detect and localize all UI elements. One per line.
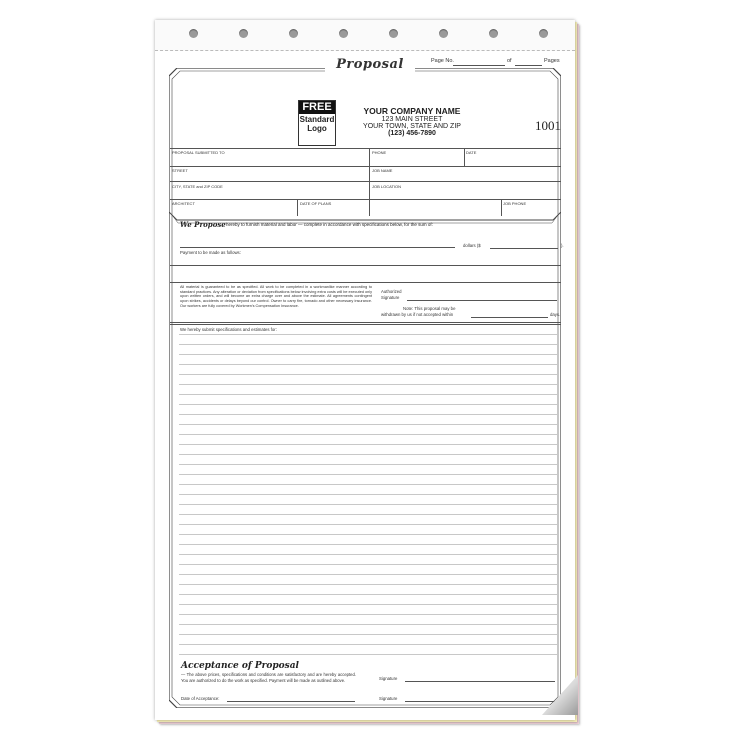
pages-label: Pages [544, 58, 560, 64]
ruled-line [179, 454, 557, 455]
grid-line [369, 148, 370, 216]
grid-line [170, 265, 561, 266]
days-label: days. [550, 312, 561, 317]
acceptance-signature-line-2 [405, 701, 555, 702]
ruled-line [179, 594, 557, 595]
grid-line [170, 199, 561, 200]
ruled-line [179, 414, 557, 415]
street-label: STREET [172, 168, 188, 173]
form-number: 1001 [535, 118, 561, 133]
we-propose-heading: We Propose [180, 220, 226, 229]
ruled-line [179, 354, 557, 355]
authorized-signature-label: Signature [381, 295, 400, 300]
company-logo [298, 100, 336, 146]
acceptance-heading: Acceptance of Proposal [181, 661, 299, 671]
date-of-acceptance-line [227, 701, 355, 702]
grid-line [170, 181, 561, 182]
ruled-line [179, 394, 557, 395]
date-label: DATE [466, 150, 477, 155]
sum-line [180, 247, 455, 248]
ruled-line [179, 604, 557, 605]
acceptance-text: — The above prices, specifications and conditions are satisfactory and are hereby accepted. You are authorized to do the work as specified. Payment will be made as outlined above. [181, 672, 356, 683]
of-line [515, 65, 542, 66]
ruled-line [179, 634, 557, 635]
ruled-line [179, 614, 557, 615]
grid-line [170, 324, 561, 325]
perforated-hole-strip [155, 20, 575, 51]
ruled-line [179, 644, 557, 645]
ruled-line [179, 514, 557, 515]
ruled-line [179, 484, 557, 485]
we-propose-text: hereby to furnish material and labor — complete in accordance with specifications below, for the sum of: [226, 222, 433, 227]
binding-hole [339, 29, 348, 38]
phone-label: PHONE [372, 150, 387, 155]
page-no-label: Page No. [431, 58, 454, 64]
ruled-line [179, 344, 557, 345]
job-location-label: JOB LOCATION [372, 184, 402, 189]
authorized-signature-line [407, 300, 557, 301]
logo-standard-text: Standard [299, 115, 335, 124]
ruled-line [179, 544, 557, 545]
company-info [347, 106, 477, 137]
payment-label: Payment to be made as follows: [180, 250, 241, 255]
grid-line [297, 199, 298, 216]
grid-line [170, 148, 561, 149]
ruled-line [179, 564, 557, 565]
binding-hole [489, 29, 498, 38]
ruled-line [179, 444, 557, 445]
ruled-line [179, 504, 557, 505]
authorized-label: Authorized [381, 289, 402, 294]
ruled-line [179, 584, 557, 585]
days-line [471, 317, 548, 318]
ruled-line [179, 474, 557, 475]
binding-hole [389, 29, 398, 38]
logo-logo-text: Logo [307, 124, 327, 133]
grid-line [501, 199, 502, 216]
architect-label: ARCHITECT [172, 201, 195, 206]
grid-line [170, 166, 561, 167]
page-no-line [453, 65, 505, 66]
of-label: of [507, 58, 512, 64]
ruled-line [179, 434, 557, 435]
job-name-label: JOB NAME [372, 168, 393, 173]
note-line-1: Note: This proposal may be [403, 306, 456, 311]
grid-line [170, 282, 561, 283]
company-name: YOUR COMPANY NAME [363, 106, 461, 116]
job-phone-label: JOB PHONE [503, 201, 527, 206]
acceptance-signature-label-2: Signature [379, 696, 398, 701]
ruled-line [179, 494, 557, 495]
binding-hole [239, 29, 248, 38]
company-phone: (123) 456-7890 [388, 130, 436, 137]
ruled-line [179, 404, 557, 405]
date-of-plans-label: DATE OF PLANS [300, 201, 332, 206]
proposal-form-sheet [155, 20, 575, 720]
terms-paragraph: All material is guaranteed to be as specified. All work to be completed in a workmanlike manner according to standard practices. Any alteration or deviation from specifications below involving extra costs will be executed only upon written orders, and will become an extra charge over and above the estimate. All agreements contingent upon strikes, accidents or delays beyond our control. Owner to carry fire, tornado and other necessary insurance. Our workers are fully covered by Workmen's Compensation Insurance. [180, 285, 372, 308]
city-state-zip-label: CITY, STATE and ZIP CODE [172, 184, 223, 189]
form-title: Proposal [325, 57, 415, 72]
dollars-close: ). [561, 243, 564, 248]
specifications-label: We hereby submit specifications and estimates for: [180, 327, 277, 332]
note-line-2: withdrawn by us if not accepted within [381, 312, 454, 317]
ruled-line [179, 554, 557, 555]
ruled-line [179, 624, 557, 625]
dollars-label: dollars ($ [463, 243, 481, 248]
form-border-graphic [169, 68, 561, 708]
form-border [169, 68, 561, 708]
ruled-line [179, 424, 557, 425]
proposal-submitted-to-label: PROPOSAL SUBMITTED TO [172, 150, 225, 155]
ruled-line [179, 334, 557, 335]
ruled-line [179, 524, 557, 525]
logo-free-text: FREE [299, 101, 335, 114]
ruled-line [179, 534, 557, 535]
ruled-line [179, 464, 557, 465]
acceptance-signature-label-1: Signature [379, 676, 398, 681]
ruled-line [179, 654, 557, 655]
binding-hole [439, 29, 448, 38]
company-city: YOUR TOWN, STATE AND ZIP [363, 123, 461, 130]
ruled-line [179, 374, 557, 375]
grid-line [464, 148, 465, 166]
binding-hole [289, 29, 298, 38]
company-street: 123 MAIN STREET [381, 116, 443, 123]
ruled-line [179, 574, 557, 575]
acceptance-signature-line-1 [405, 681, 555, 682]
dollars-line [490, 248, 558, 249]
grid-line [170, 322, 561, 323]
binding-hole [189, 29, 198, 38]
ruled-line [179, 364, 557, 365]
ruled-line [179, 384, 557, 385]
date-of-acceptance-label: Date of Acceptance: [181, 696, 220, 701]
binding-hole [539, 29, 548, 38]
